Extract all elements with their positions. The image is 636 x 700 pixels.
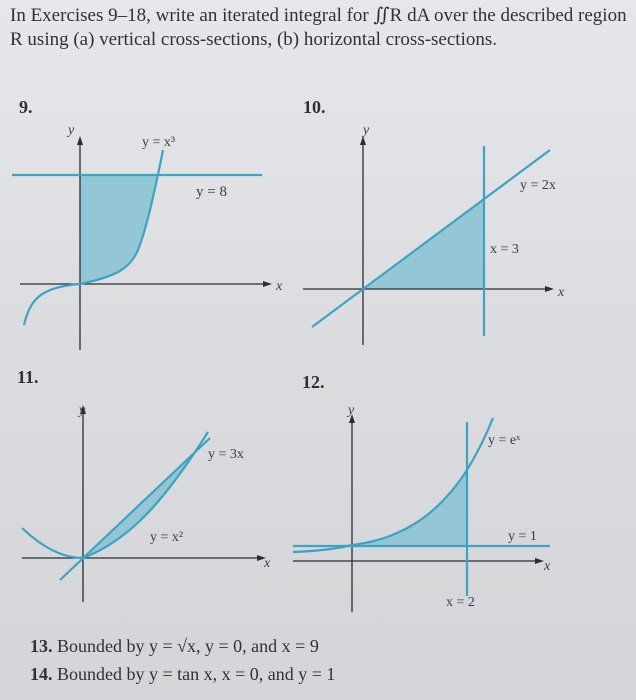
fig11-y-label: y [79,403,86,418]
fig9-curve-label: y = x³ [142,135,176,150]
figure-9-number: 9. [19,97,33,117]
fig12-vline-label: x = 2 [446,595,475,610]
fig10-x-label: x [558,285,565,300]
exercise-13-number: 13. [30,636,53,656]
exercise-14 [30,664,335,685]
fig9-x-label: x [276,279,283,294]
fig10-vline-label: x = 3 [490,242,519,257]
fig9-y-label: y [68,123,75,138]
figure-10 [303,123,565,345]
figure-11 [22,403,271,602]
fig12-y-label: y [348,403,355,418]
figure-10-number: 10. [303,97,326,117]
fig12-x-label: x [544,559,551,574]
fig10-x-arrow [545,286,554,292]
fig12-line-label: y = 1 [508,529,537,544]
exercise-14-number: 14. [30,664,53,684]
fig11-x-label: x [264,556,271,571]
exercise-14-text: Bounded by y = tan x, x = 0, and y = 1 [57,664,336,684]
fig9-line-label: y = 8 [196,184,227,200]
fig10-y-label: y [363,123,370,138]
exercise-instructions: In Exercises 9–18, write an iterated integral for ∬R dA over the described region R using (a) vertical cross-sections, (b) horizontal cross-sections. [10,5,627,50]
fig12-shaded-region [352,470,467,545]
fig9-y-arrow [77,136,83,145]
fig9-x-arrow [263,281,272,287]
exercise-13-text: Bounded by y = √x, y = 0, and x = 9 [57,636,319,656]
fig12-curve-label: y = eˣ [488,433,521,448]
fig11-line-label: y = 3x [208,447,244,462]
fig12-x-arrow [535,558,544,564]
figure-9 [12,123,283,350]
figure-12 [293,403,551,612]
fig11-curve-label: y = x² [150,530,184,545]
fig10-line-y2x [312,150,550,327]
exercise-13 [30,636,319,657]
fig10-line-label: y = 2x [520,178,556,193]
fig9-shaded-region [80,175,158,283]
figure-12-number: 12. [302,372,325,392]
figure-11-number: 11. [17,367,39,387]
